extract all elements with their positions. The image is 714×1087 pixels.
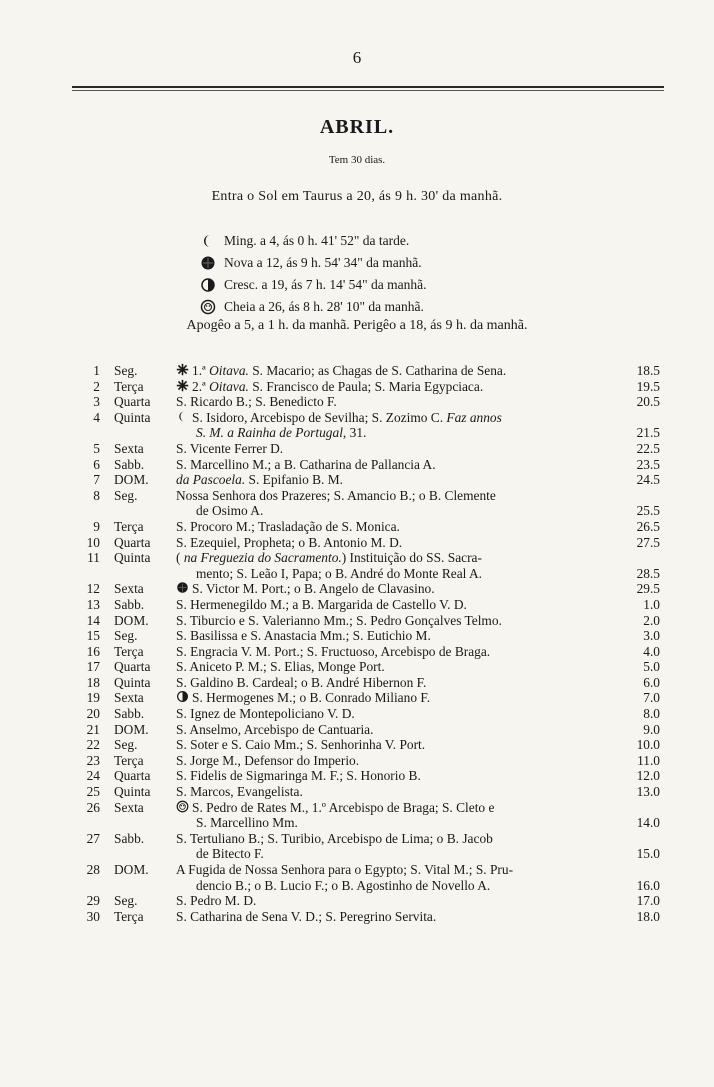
saints-line: Nossa Senhora dos Prazeres; S. Amancio B.; o B. Clemente — [176, 487, 496, 503]
cross-icon — [176, 363, 189, 376]
calendar-table — [70, 363, 660, 924]
day-row — [70, 893, 660, 909]
weekday: Seg. — [114, 737, 138, 753]
saints-text — [176, 597, 604, 613]
saints-line: S. Pedro M. D. — [176, 893, 257, 909]
saints-line: S. Pedro de Rates M., 1.º Arcebispo de Braga; S. Cleto e — [176, 800, 494, 815]
day-row — [70, 597, 660, 613]
saints-text — [176, 519, 604, 535]
day-row — [70, 394, 660, 410]
saints-line: de Osimo A. — [196, 503, 264, 519]
saints-text — [176, 628, 604, 644]
weekday: DOM. — [114, 612, 149, 628]
moon-age: 4.0 — [643, 643, 660, 659]
saints-text — [176, 831, 604, 862]
saints-line: S. Marcellino Mm. — [196, 815, 298, 831]
moon-phase-text: Nova a 12, ás 9 h. 54' 34" da manhã. — [224, 255, 422, 270]
day-number: 11 — [87, 550, 100, 566]
saints-text — [176, 690, 604, 706]
moon-age: 27.5 — [636, 534, 660, 550]
day-row — [70, 862, 660, 893]
saints-line: S. Basilissa e S. Anastacia Mm.; S. Eutichio M. — [176, 628, 431, 644]
moon-age: 7.0 — [643, 690, 660, 706]
saints-text — [176, 706, 604, 722]
weekday: Sexta — [114, 690, 144, 706]
saints-text — [176, 644, 604, 660]
moon-age: 15.0 — [636, 846, 660, 862]
day-row — [70, 644, 660, 660]
saints-text — [176, 535, 604, 551]
moon-age: 20.5 — [636, 394, 660, 410]
moon-age: 24.5 — [636, 472, 660, 488]
day-row — [70, 581, 660, 597]
day-row — [70, 410, 660, 441]
first-quarter-moon-icon — [176, 690, 189, 703]
moon-phase-text: Cheia a 26, ás 8 h. 28' 10" da manhã. — [224, 299, 424, 314]
saints-line: S. Procoro M.; Trasladação de S. Monica. — [176, 518, 400, 534]
day-row — [70, 457, 660, 473]
day-row — [70, 753, 660, 769]
saints-text — [176, 675, 604, 691]
saints-line: S. Galdino B. Cardeal; o B. André Hibernon F. — [176, 674, 427, 690]
day-row — [70, 690, 660, 706]
day-row — [70, 768, 660, 784]
saints-text — [176, 722, 604, 738]
saints-line: 1.ª Oitava. S. Macario; as Chagas de S. Catharina de Sena. — [176, 363, 506, 378]
weekday: Quinta — [114, 409, 151, 425]
day-number: 3 — [93, 394, 100, 410]
weekday: Quarta — [114, 394, 151, 410]
sun-entry-line: Entra o Sol em Taurus a 20, ás 9 h. 30' da manhã. — [211, 189, 503, 204]
saints-line: 2.ª Oitava. S. Francisco de Paula; S. Maria Egypciaca. — [176, 379, 483, 394]
moon-age: 9.0 — [643, 721, 660, 737]
weekday: Quinta — [114, 784, 151, 800]
day-row — [70, 550, 660, 581]
day-row — [70, 472, 660, 488]
day-number: 8 — [93, 487, 100, 503]
moon-age: 3.0 — [643, 628, 660, 644]
first-quarter-moon-icon — [200, 277, 216, 293]
saints-line: S. Ezequiel, Propheta; o B. Antonio M. D. — [176, 534, 403, 550]
saints-line: ( na Freguezia do Sacramento.) Instituição do SS. Sacra- — [176, 550, 482, 566]
day-number: 7 — [93, 472, 100, 488]
weekday: Seg. — [114, 487, 138, 503]
saints-line: S. Fidelis de Sigmaringa M. F.; S. Honorio B. — [176, 768, 421, 784]
saints-text — [176, 862, 604, 893]
moon-phases — [200, 230, 540, 318]
day-number: 22 — [86, 737, 100, 753]
day-row — [70, 363, 660, 379]
saints-line: S. Victor M. Port.; o B. Angelo de Clavasino. — [176, 581, 435, 596]
saints-text — [176, 659, 604, 675]
saints-line: S. Aniceto P. M.; S. Elias, Monge Port. — [176, 659, 385, 675]
header-rule — [72, 86, 664, 88]
weekday: DOM. — [114, 862, 149, 877]
full-moon-icon — [176, 800, 189, 813]
saints-text — [176, 909, 604, 925]
day-number: 16 — [86, 643, 100, 659]
moon-age: 16.0 — [636, 877, 660, 893]
saints-text — [176, 737, 604, 753]
moon-age: 18.5 — [636, 363, 660, 378]
day-number: 19 — [86, 690, 100, 706]
saints-line: S. Anselmo, Arcebispo de Cantuaria. — [176, 721, 374, 737]
moon-age: 29.5 — [636, 581, 660, 597]
saints-line: S. Tertuliano B.; S. Turibio, Arcebispo de Lima; o B. Jacob — [176, 830, 493, 846]
saints-text — [176, 784, 604, 800]
saints-line: mento; S. Leão I, Papa; o B. André do Monte Real A. — [196, 565, 482, 581]
weekday: Sexta — [114, 581, 144, 597]
moon-phase-text: Ming. a 4, ás 0 h. 41' 52" da tarde. — [224, 233, 410, 248]
day-row — [70, 613, 660, 629]
day-number: 2 — [93, 378, 100, 394]
weekday: Sabb. — [114, 706, 145, 722]
saints-line: S. Engracia V. M. Port.; S. Fructuoso, Arcebispo de Braga. — [176, 643, 491, 659]
new-moon-icon — [200, 255, 216, 271]
apogee-line: Apogêo a 5, a 1 h. da manhã. Perigêo a 18, ás 9 h. da manhã. — [186, 318, 528, 333]
day-number: 1 — [93, 363, 100, 378]
weekday: Sabb. — [114, 456, 145, 472]
day-number: 5 — [93, 440, 100, 456]
day-number: 28 — [86, 862, 100, 877]
moon-age: 23.5 — [636, 456, 660, 472]
day-number: 21 — [86, 721, 100, 737]
day-number: 25 — [86, 784, 100, 800]
day-number: 29 — [86, 893, 100, 909]
day-row — [70, 379, 660, 395]
weekday: Sexta — [114, 799, 144, 815]
day-number: 12 — [86, 581, 100, 597]
day-row — [70, 784, 660, 800]
weekday: Seg. — [114, 363, 138, 378]
day-row — [70, 441, 660, 457]
day-number: 13 — [86, 596, 100, 612]
saints-line: S. Isidoro, Arcebispo de Sevilha; S. Zozimo C. Faz annos — [176, 410, 502, 425]
month-title: ABRIL. — [319, 116, 395, 138]
weekday: Seg. — [114, 893, 138, 909]
day-number: 23 — [86, 752, 100, 768]
day-row — [70, 659, 660, 675]
moon-age: 2.0 — [643, 612, 660, 628]
day-number: 18 — [86, 674, 100, 690]
day-row — [70, 722, 660, 738]
weekday: Terça — [114, 643, 144, 659]
day-number: 4 — [93, 409, 100, 425]
saints-line: S. Catharina de Sena V. D.; S. Peregrino Servita. — [176, 908, 437, 924]
weekday: DOM. — [114, 472, 149, 488]
moon-age: 14.0 — [636, 815, 660, 831]
moon-age: 12.0 — [636, 768, 660, 784]
moon-age: 21.5 — [636, 425, 660, 441]
day-row — [70, 519, 660, 535]
saints-line: S. Ricardo B.; S. Benedicto F. — [176, 394, 337, 410]
saints-line: S. Hermenegildo M.; a B. Margarida de Castello V. D. — [176, 596, 467, 612]
moon-age: 25.5 — [636, 503, 660, 519]
moon-age: 10.0 — [636, 737, 660, 753]
saints-line: S. Hermogenes M.; o B. Conrado Miliano F. — [176, 690, 430, 705]
last-quarter-moon-icon — [200, 233, 216, 249]
weekday: Quarta — [114, 659, 151, 675]
saints-text — [176, 410, 604, 441]
cross-icon — [176, 379, 189, 392]
saints-text — [176, 768, 604, 784]
saints-line: S. Jorge M., Defensor do Imperio. — [176, 752, 360, 768]
day-number: 17 — [86, 659, 100, 675]
weekday: Seg. — [114, 628, 138, 644]
day-number: 15 — [86, 628, 100, 644]
saints-line: A Fugida de Nossa Senhora para o Egypto; S. Vital M.; S. Pru- — [176, 862, 514, 877]
weekday: Terça — [114, 752, 144, 768]
saints-line: S. Tiburcio e S. Valerianno Mm.; S. Pedro Gonçalves Telmo. — [176, 612, 502, 628]
weekday: Quinta — [114, 550, 151, 566]
weekday: Terça — [114, 518, 144, 534]
new-moon-icon — [176, 581, 189, 594]
saints-text — [176, 472, 604, 488]
header-rule-thin — [72, 90, 664, 91]
day-number: 26 — [86, 799, 100, 815]
day-row — [70, 488, 660, 519]
day-number: 6 — [93, 456, 100, 472]
full-moon-icon — [200, 299, 216, 315]
day-number: 30 — [86, 908, 100, 924]
saints-text — [176, 893, 604, 909]
saints-line: S. Marcos, Evangelista. — [176, 784, 303, 800]
day-number: 24 — [86, 768, 100, 784]
weekday: Sabb. — [114, 830, 145, 846]
weekday: Terça — [114, 378, 144, 394]
day-row — [70, 535, 660, 551]
saints-text — [176, 613, 604, 629]
moon-phase-line — [200, 252, 540, 274]
day-number: 20 — [86, 706, 100, 722]
weekday: Quarta — [114, 768, 151, 784]
saints-line: S. M. a Rainha de Portugal, 31. — [196, 425, 367, 441]
saints-line: de Bitecto F. — [196, 846, 264, 862]
weekday: Quarta — [114, 534, 151, 550]
page-number: 6 — [352, 48, 362, 67]
saints-line: S. Vicente Ferrer D. — [176, 440, 284, 456]
moon-age: 19.5 — [636, 378, 660, 394]
day-row — [70, 675, 660, 691]
moon-phase-line — [200, 296, 540, 318]
day-row — [70, 706, 660, 722]
saints-text — [176, 581, 604, 597]
moon-phase-line — [200, 230, 540, 252]
saints-text — [176, 363, 604, 379]
day-number: 10 — [86, 534, 100, 550]
weekday: Sexta — [114, 440, 144, 456]
day-number: 14 — [86, 612, 100, 628]
weekday: Terça — [114, 908, 144, 924]
day-row — [70, 909, 660, 925]
saints-line: S. Ignez de Montepoliciano V. D. — [176, 706, 355, 722]
day-number: 27 — [86, 830, 100, 846]
last-quarter-moon-icon — [176, 410, 189, 423]
moon-age: 17.0 — [636, 893, 660, 909]
day-row — [70, 628, 660, 644]
moon-age: 11.0 — [637, 752, 660, 768]
moon-age: 6.0 — [643, 674, 660, 690]
moon-phase-text: Cresc. a 19, ás 7 h. 14' 54" da manhã. — [224, 277, 427, 292]
day-row — [70, 737, 660, 753]
moon-age: 18.0 — [636, 908, 660, 924]
moon-age: 8.0 — [643, 706, 660, 722]
weekday: DOM. — [114, 721, 149, 737]
day-row — [70, 800, 660, 831]
weekday: Sabb. — [114, 596, 145, 612]
month-subtitle: Tem 30 dias. — [328, 154, 386, 166]
moon-age: 28.5 — [636, 565, 660, 581]
saints-text — [176, 441, 604, 457]
saints-text — [176, 488, 604, 519]
moon-age: 5.0 — [643, 659, 660, 675]
moon-age: 22.5 — [636, 440, 660, 456]
day-number: 9 — [93, 518, 100, 534]
saints-text — [176, 394, 604, 410]
saints-text — [176, 379, 604, 395]
moon-age: 26.5 — [636, 518, 660, 534]
saints-text — [176, 550, 604, 581]
moon-phase-line — [200, 274, 540, 296]
saints-line: da Pascoela. S. Epifanio B. M. — [176, 472, 343, 488]
saints-line: S. Soter e S. Caio Mm.; S. Senhorinha V. Port. — [176, 737, 426, 753]
saints-text — [176, 457, 604, 473]
weekday: Quinta — [114, 674, 151, 690]
saints-line: dencio B.; o B. Lucio F.; o B. Agostinho de Novello A. — [196, 877, 491, 893]
moon-age: 13.0 — [636, 784, 660, 800]
moon-age: 1.0 — [643, 596, 660, 612]
saints-line: S. Marcellino M.; a B. Catharina de Pallancia A. — [176, 456, 436, 472]
day-row — [70, 831, 660, 862]
saints-text — [176, 800, 604, 831]
saints-text — [176, 753, 604, 769]
